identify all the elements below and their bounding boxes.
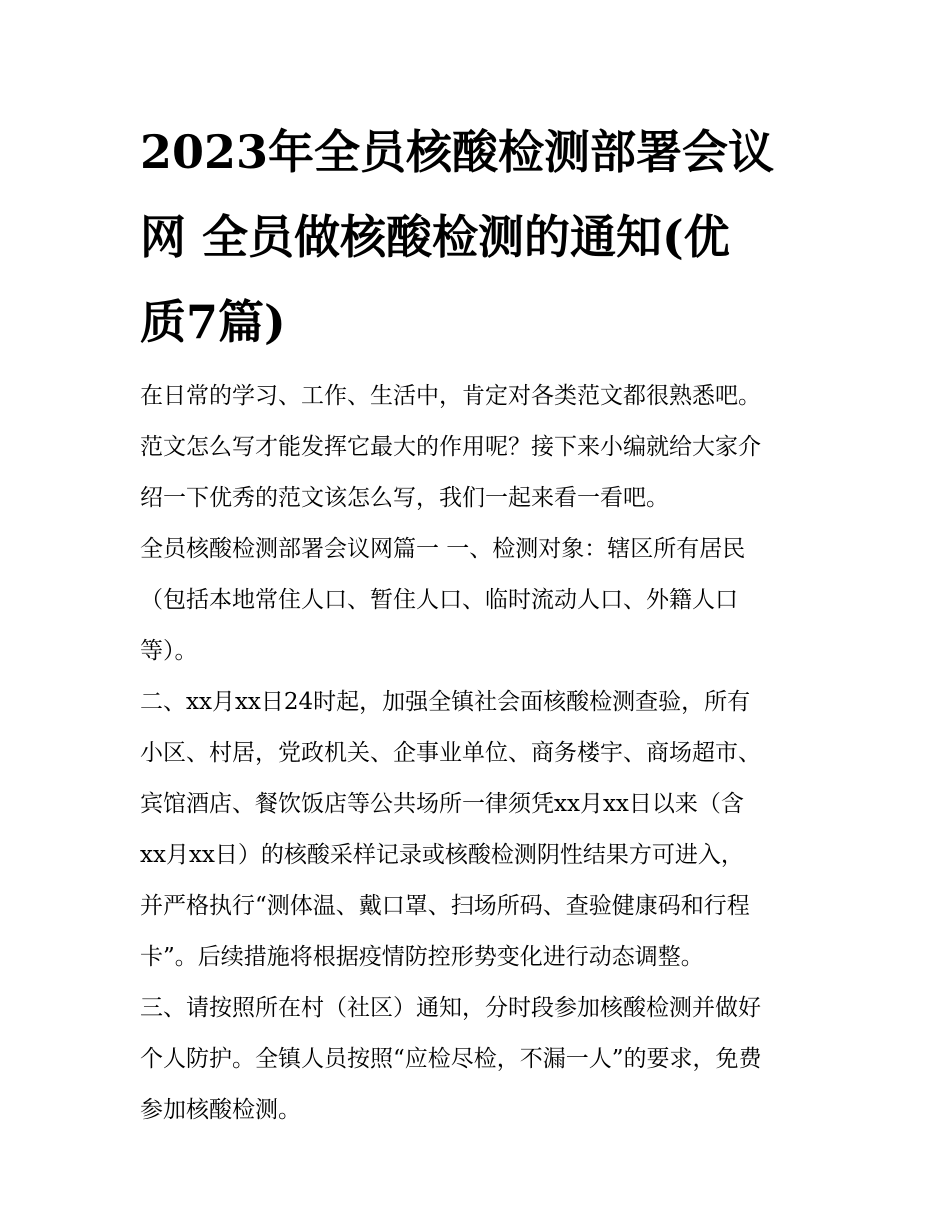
text-line: 参加核酸检测。	[140, 1097, 301, 1123]
intro-paragraph	[140, 371, 812, 524]
text-line: 二、xx月xx日24时起，加强全镇社会面核酸检测查验，所有	[140, 689, 751, 715]
section-three-paragraph	[140, 983, 812, 1136]
title-line: 网 全员做核酸检测的通知(优	[140, 210, 730, 264]
text-line: 个人防护。全镇人员按照“应检尽检，不漏一人”的要求，免费	[140, 1046, 762, 1072]
text-line: 宾馆酒店、餐饮饭店等公共场所一律须凭xx月xx日以来（含	[140, 791, 744, 817]
section-two-paragraph	[140, 677, 812, 983]
title-line: 2023年全员核酸检测部署会议	[140, 125, 775, 179]
title-line: 质7篇)	[140, 295, 286, 349]
text-line: （包括本地常住人口、暂住人口、临时流动人口、外籍人口	[140, 587, 738, 613]
text-line: xx月xx日）的核酸采样记录或核酸检测阴性结果方可进入，	[140, 842, 744, 868]
text-line: 绍一下优秀的范文该怎么写，我们一起来看一看吧。	[140, 485, 669, 511]
section-one-paragraph	[140, 524, 812, 677]
text-line: 等）。	[140, 638, 198, 664]
document-title	[140, 110, 812, 365]
text-line: 小区、村居，党政机关、企事业单位、商务楼宇、商场超市、	[140, 740, 761, 766]
document-body	[140, 371, 812, 1136]
text-line: 在日常的学习、工作、生活中，肯定对各类范文都很熟悉吧。	[140, 383, 761, 409]
text-line: 三、请按照所在村（社区）通知，分时段参加核酸检测并做好	[140, 995, 761, 1021]
text-line: 并严格执行“测体温、戴口罩、扫场所码、查验健康码和行程	[140, 893, 750, 919]
text-line: 范文怎么写才能发挥它最大的作用呢？接下来小编就给大家介	[140, 434, 761, 460]
text-line: 全员核酸检测部署会议网篇一 一、检测对象：辖区所有居民	[140, 536, 746, 562]
text-line: 卡”。后续措施将根据疫情防控形势变化进行动态调整。	[140, 944, 704, 970]
document-page	[140, 110, 812, 1136]
